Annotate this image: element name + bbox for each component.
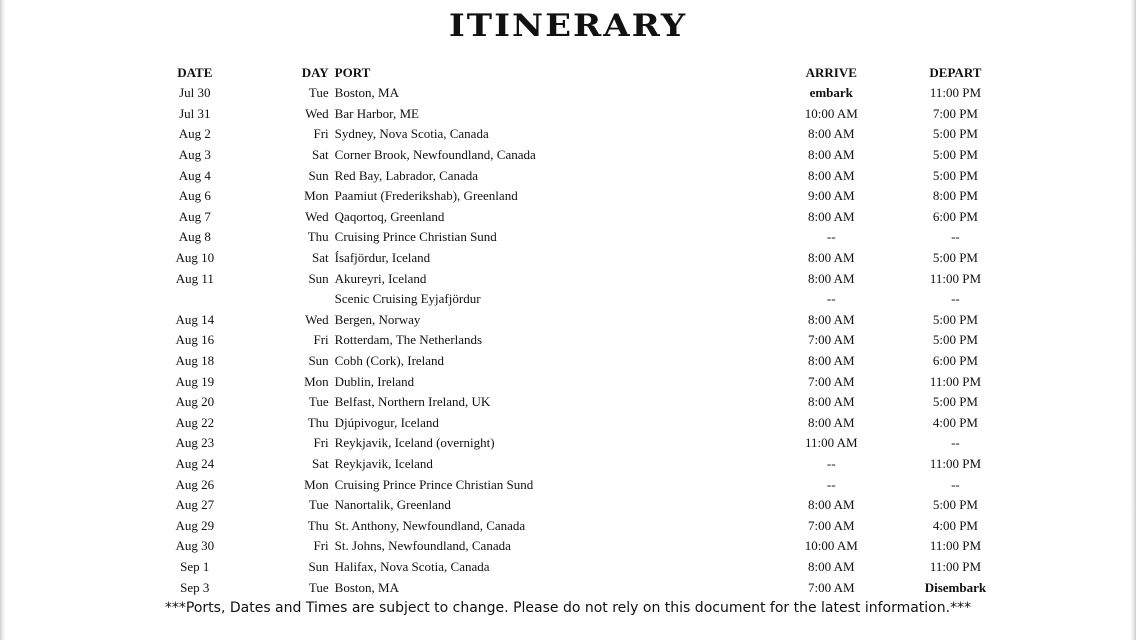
table-row	[160, 83, 1020, 104]
cell-date: Jul 30	[179, 85, 211, 101]
cell-port: Scenic Cruising Eyjafjördur	[334, 291, 481, 307]
cell-depart: --	[951, 229, 960, 245]
table-row	[160, 371, 1020, 392]
cell-date: Aug 8	[178, 229, 211, 245]
cell-depart: 5:00 PM	[932, 167, 978, 183]
cell-port: Paamiut (Frederikshab), Greenland	[334, 188, 518, 204]
cell-depart: 5:00 PM	[932, 126, 978, 142]
cell-arrive: --	[826, 476, 836, 492]
cell-depart: 8:00 PM	[932, 188, 978, 204]
cell-arrive: 10:00 AM	[804, 538, 858, 554]
header-day: DAY	[301, 64, 329, 80]
cell-date	[160, 289, 230, 310]
table-row	[160, 207, 1020, 228]
cell-port: Belfast, Northern Ireland, UK	[334, 394, 491, 410]
cell-port: Ísafjördur, Iceland	[334, 250, 431, 266]
cell-arrive: --	[826, 291, 836, 307]
cell-date: Aug 7	[178, 208, 211, 224]
cell-arrive: 7:00 AM	[807, 579, 855, 595]
header-date: DATE	[177, 64, 213, 80]
cell-arrive: 9:00 AM	[807, 188, 855, 204]
cell-date: Aug 26	[175, 476, 215, 492]
cell-arrive: 8:00 AM	[807, 147, 855, 163]
page-edge-right	[1130, 0, 1136, 640]
cell-depart: 5:00 PM	[932, 311, 978, 327]
cell-day: Wed	[305, 105, 329, 121]
cell-depart: 11:00 PM	[929, 85, 981, 101]
cell-date: Aug 23	[175, 435, 215, 451]
cell-day: Thu	[307, 414, 329, 430]
table-header-row	[160, 62, 1020, 83]
cell-depart: 4:00 PM	[932, 414, 978, 430]
cell-day: Mon	[304, 373, 329, 389]
table-row	[160, 536, 1020, 557]
cell-port: Boston, MA	[334, 579, 399, 595]
cell-arrive: 8:00 AM	[807, 208, 855, 224]
cell-port: Dublin, Ireland	[334, 373, 415, 389]
cell-day: Sat	[312, 250, 329, 266]
table-row	[160, 104, 1020, 125]
cell-depart: --	[951, 291, 960, 307]
cell-day: Tue	[308, 394, 329, 410]
cell-arrive: 8:00 AM	[807, 167, 855, 183]
table-row	[160, 248, 1020, 269]
cell-date: Aug 30	[175, 538, 215, 554]
cell-port: Bergen, Norway	[334, 311, 421, 327]
table-row	[160, 165, 1020, 186]
table-row	[160, 268, 1020, 289]
cell-port: Boston, MA	[334, 85, 399, 101]
table-row	[160, 392, 1020, 413]
cell-day: Tue	[308, 497, 329, 513]
cell-day: Mon	[304, 476, 329, 492]
cell-date: Aug 27	[175, 497, 215, 513]
cell-day: Tue	[308, 85, 329, 101]
itinerary-table	[160, 62, 1020, 598]
table-row	[160, 145, 1020, 166]
itinerary-body	[160, 83, 1020, 598]
page-title: ITINERARY	[448, 8, 688, 44]
cell-port: Red Bay, Labrador, Canada	[334, 167, 479, 183]
cell-day: Sat	[312, 147, 329, 163]
cell-depart: 5:00 PM	[932, 394, 978, 410]
cell-arrive: 11:00 AM	[804, 435, 858, 451]
cell-date: Aug 3	[178, 147, 211, 163]
cell-arrive: 7:00 AM	[807, 373, 855, 389]
cell-arrive: --	[826, 229, 836, 245]
cell-date: Aug 24	[175, 455, 215, 471]
cell-day	[230, 289, 335, 310]
cell-port: Qaqortoq, Greenland	[334, 208, 445, 224]
cell-depart: 5:00 PM	[932, 332, 978, 348]
cell-day: Wed	[305, 208, 329, 224]
cell-port: Corner Brook, Newfoundland, Canada	[334, 147, 536, 163]
cell-date: Jul 31	[179, 105, 211, 121]
cell-arrive: 7:00 AM	[807, 332, 855, 348]
cell-date: Aug 20	[175, 394, 215, 410]
cell-depart: --	[951, 476, 960, 492]
cell-day: Thu	[307, 229, 329, 245]
cell-arrive: 7:00 AM	[807, 517, 855, 533]
cell-depart: 6:00 PM	[932, 208, 978, 224]
cell-depart: --	[951, 435, 960, 451]
cell-port: Akureyri, Iceland	[334, 270, 427, 286]
table-row	[160, 557, 1020, 578]
cell-port: Djúpivogur, Iceland	[334, 414, 439, 430]
header-port: PORT	[334, 64, 371, 80]
cell-port: Halifax, Nova Scotia, Canada	[334, 558, 490, 574]
table-row	[160, 124, 1020, 145]
disclaimer-footer: ***Ports, Dates and Times are subject to change. Please do not rely on this document for the latest information.***	[164, 600, 972, 616]
cell-day: Sun	[308, 353, 329, 369]
table-row	[160, 577, 1020, 598]
cell-depart: 5:00 PM	[932, 147, 978, 163]
cell-arrive: 8:00 AM	[807, 497, 855, 513]
cell-arrive: 8:00 AM	[807, 558, 855, 574]
cell-arrive: 8:00 AM	[807, 126, 855, 142]
cell-date: Aug 29	[175, 517, 215, 533]
cell-arrive: 8:00 AM	[807, 250, 855, 266]
cell-arrive: 8:00 AM	[807, 353, 855, 369]
cell-depart: 11:00 PM	[929, 538, 981, 554]
cell-date: Aug 16	[175, 332, 215, 348]
table-row	[160, 454, 1020, 475]
cell-day: Sun	[308, 270, 329, 286]
cell-arrive: 8:00 AM	[807, 311, 855, 327]
cell-day: Tue	[308, 579, 329, 595]
cell-depart: 5:00 PM	[932, 250, 978, 266]
cell-depart: 11:00 PM	[929, 270, 981, 286]
cell-depart: 5:00 PM	[932, 497, 978, 513]
cell-port: Bar Harbor, ME	[334, 105, 419, 121]
cell-arrive: embark	[809, 85, 853, 101]
cell-day: Fri	[313, 538, 329, 554]
cell-day: Sun	[308, 167, 329, 183]
cell-depart: Disembark	[924, 579, 987, 595]
table-row	[160, 433, 1020, 454]
table-row	[160, 474, 1020, 495]
cell-arrive: 8:00 AM	[807, 414, 855, 430]
cell-day: Wed	[305, 311, 329, 327]
cell-port: St. Anthony, Newfoundland, Canada	[334, 517, 526, 533]
table-row	[160, 495, 1020, 516]
cell-date: Aug 22	[175, 414, 215, 430]
table-row	[160, 227, 1020, 248]
table-row	[160, 289, 1020, 310]
cell-port: Cobh (Cork), Ireland	[334, 353, 445, 369]
cell-date: Aug 14	[175, 311, 215, 327]
header-depart: DEPART	[929, 64, 982, 80]
page-edge-left	[0, 0, 6, 640]
cell-port: Reykjavik, Iceland	[334, 455, 433, 471]
cell-depart: 11:00 PM	[929, 558, 981, 574]
cell-depart: 11:00 PM	[929, 373, 981, 389]
cell-arrive: 8:00 AM	[807, 394, 855, 410]
cell-arrive: 8:00 AM	[807, 270, 855, 286]
cell-day: Sun	[308, 558, 329, 574]
cell-date: Aug 18	[175, 353, 215, 369]
cell-depart: 4:00 PM	[932, 517, 978, 533]
cell-date: Aug 6	[178, 188, 211, 204]
cell-date: Aug 2	[178, 126, 211, 142]
cell-day: Thu	[307, 517, 329, 533]
cell-depart: 11:00 PM	[929, 455, 981, 471]
cell-day: Sat	[312, 455, 329, 471]
table-row	[160, 330, 1020, 351]
header-arrive: ARRIVE	[805, 64, 857, 80]
table-row	[160, 186, 1020, 207]
table-row	[160, 413, 1020, 434]
cell-arrive: 10:00 AM	[804, 105, 858, 121]
cell-depart: 7:00 PM	[932, 105, 978, 121]
cell-depart: 6:00 PM	[932, 353, 978, 369]
cell-date: Aug 11	[175, 270, 214, 286]
cell-day: Fri	[313, 126, 329, 142]
cell-day: Fri	[313, 332, 329, 348]
cell-port: Sydney, Nova Scotia, Canada	[334, 126, 489, 142]
cell-port: Cruising Prince Prince Christian Sund	[334, 476, 534, 492]
cell-date: Sep 3	[180, 579, 210, 595]
cell-port: Nanortalik, Greenland	[334, 497, 451, 513]
cell-port: Cruising Prince Christian Sund	[334, 229, 497, 245]
cell-date: Aug 10	[175, 250, 215, 266]
cell-port: St. Johns, Newfoundland, Canada	[334, 538, 511, 554]
table-row	[160, 351, 1020, 372]
cell-port: Rotterdam, The Netherlands	[334, 332, 483, 348]
cell-arrive: --	[826, 455, 836, 471]
cell-day: Fri	[313, 435, 329, 451]
table-row	[160, 515, 1020, 536]
table-row	[160, 310, 1020, 331]
cell-day: Mon	[304, 188, 329, 204]
cell-date: Aug 19	[175, 373, 215, 389]
cell-date: Aug 4	[178, 167, 211, 183]
cell-date: Sep 1	[180, 558, 210, 574]
cell-port: Reykjavik, Iceland (overnight)	[334, 435, 495, 451]
